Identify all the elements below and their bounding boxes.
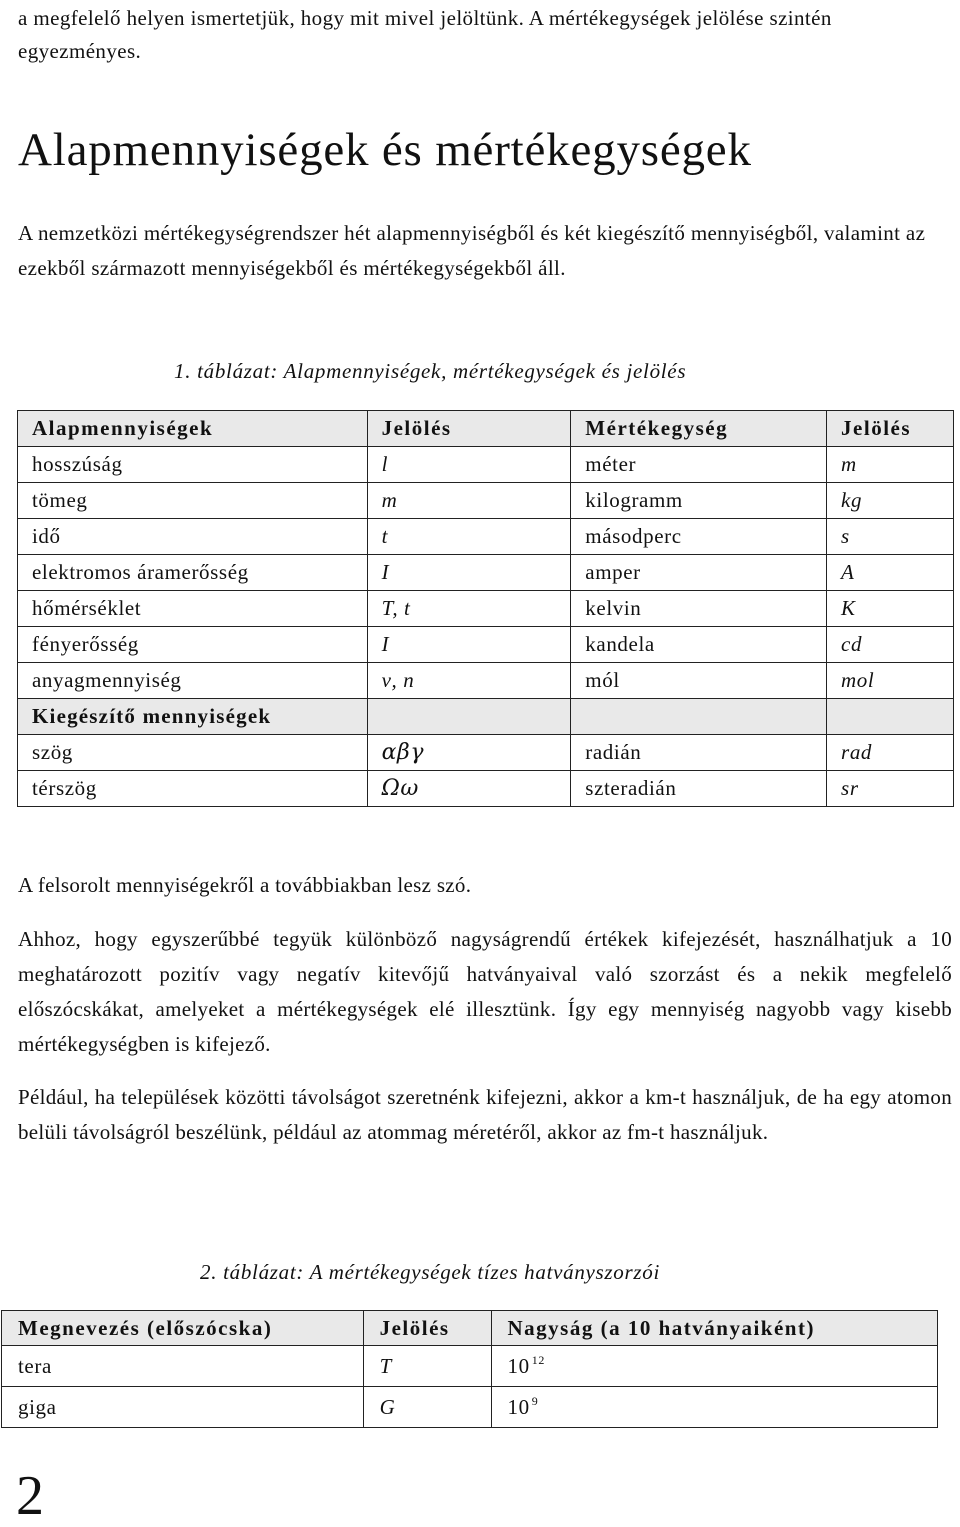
table-row	[18, 519, 954, 555]
unit-symbol-cell: rad	[827, 735, 954, 771]
quantity-cell: hőmérséklet	[18, 591, 368, 627]
table1-caption: 1. táblázat: Alapmennyiségek, mértékegységek és jelölés	[174, 359, 687, 383]
table-row	[2, 1346, 938, 1387]
magnitude-cell	[491, 1387, 937, 1428]
quantity-cell: elektromos áramerősség	[18, 555, 368, 591]
unit-cell: kelvin	[571, 591, 827, 627]
symbol-cell: ν, n	[367, 663, 571, 699]
header-unit-symbol: Jelölés	[827, 411, 954, 447]
symbol-cell: T, t	[367, 591, 571, 627]
symbol-cell: m	[367, 483, 571, 519]
table-row	[18, 771, 954, 807]
intro-paragraph: A nemzetközi mértékegységrendszer hét alapmennyiségből és két kiegészítő mennyiségből, valamint az ezekből származott mennyiségekből és mértékegységekből áll.	[18, 221, 926, 280]
unit-symbol-cell: K	[827, 591, 954, 627]
header-symbol: Jelölés	[363, 1311, 491, 1346]
empty-cell	[367, 699, 571, 735]
supplementary-header-row	[18, 699, 954, 735]
symbol-cell: αβγ	[367, 735, 571, 771]
table-row	[18, 483, 954, 519]
prefix-symbol-cell: T	[363, 1346, 491, 1387]
supplementary-header: Kiegészítő mennyiségek	[18, 699, 368, 735]
unit-cell: méter	[571, 447, 827, 483]
example-paragraph: Például, ha települések közötti távolságot szeretnénk kifejezni, akkor a km-t használjuk, de ha egy atomon belüli távolságról beszélünk, például az atommag méretéről, akkor az fm-t használjuk.	[18, 1085, 952, 1144]
section-heading: Alapmennyiségek és mértékegységek	[18, 124, 752, 176]
empty-cell	[571, 699, 827, 735]
unit-cell: amper	[571, 555, 827, 591]
table2-header-row	[2, 1311, 938, 1346]
unit-symbol-cell: kg	[827, 483, 954, 519]
unit-symbol-cell: sr	[827, 771, 954, 807]
unit-cell: kandela	[571, 627, 827, 663]
table1-header-row	[18, 411, 954, 447]
prefix-symbol-cell: G	[363, 1387, 491, 1428]
prefix-name-cell: giga	[2, 1387, 364, 1428]
header-unit: Mértékegység	[571, 411, 827, 447]
empty-cell	[827, 699, 954, 735]
magnitude-cell	[491, 1346, 937, 1387]
header-quantity: Alapmennyiségek	[18, 411, 368, 447]
quantity-cell: szög	[18, 735, 368, 771]
symbol-cell: l	[367, 447, 571, 483]
table-row	[18, 663, 954, 699]
prefix-table	[1, 1310, 938, 1428]
symbol-cell: t	[367, 519, 571, 555]
prefix-name-cell: tera	[2, 1346, 364, 1387]
header-symbol: Jelölés	[367, 411, 571, 447]
symbol-cell: I	[367, 555, 571, 591]
prefix-explanation-paragraph: Ahhoz, hogy egyszerűbbé tegyük különböző nagyságrendű értékek kifejezését, használhatjuk a 10 meghatározott pozitív vagy negatív kitevőjű hatványaival való szorzást és a nekik megfelelő előszócskákat, amelyeket a mértékegységek elé illesztünk. Így egy mennyiség nagyobb vagy kisebb mértékegységben is kifejező.	[18, 927, 952, 1056]
unit-cell: radián	[571, 735, 827, 771]
header-magnitude: Nagyság (a 10 hatványaiként)	[491, 1311, 937, 1346]
header-name: Megnevezés (előszócska)	[2, 1311, 364, 1346]
quantity-cell: fényerősség	[18, 627, 368, 663]
unit-symbol-cell: mol	[827, 663, 954, 699]
unit-cell: mól	[571, 663, 827, 699]
power-exponent: 9	[531, 1394, 539, 1408]
quantity-cell: tömeg	[18, 483, 368, 519]
unit-cell: szteradián	[571, 771, 827, 807]
table-row	[18, 447, 954, 483]
table-row	[18, 627, 954, 663]
symbol-cell: Ωω	[367, 771, 571, 807]
power-exponent: 12	[531, 1353, 545, 1367]
table-row	[2, 1387, 938, 1428]
table-row	[18, 555, 954, 591]
unit-symbol-cell: cd	[827, 627, 954, 663]
quantity-cell: idő	[18, 519, 368, 555]
power-base: 10	[507, 1395, 530, 1419]
intro-text: a megfelelő helyen ismertetjük, hogy mit mivel jelöltünk. A mértékegységek jelölése szintén egyezményes.	[18, 6, 832, 63]
unit-cell: másodperc	[571, 519, 827, 555]
page-number: 2	[16, 1465, 44, 1527]
symbol-cell: I	[367, 627, 571, 663]
quantity-cell: anyagmennyiség	[18, 663, 368, 699]
unit-symbol-cell: A	[827, 555, 954, 591]
power-base: 10	[507, 1354, 530, 1378]
unit-symbol-cell: s	[827, 519, 954, 555]
table-row	[18, 735, 954, 771]
base-quantities-table	[17, 410, 954, 807]
quantity-cell: hosszúság	[18, 447, 368, 483]
table2-caption: 2. táblázat: A mértékegységek tízes hatványszorzói	[200, 1260, 660, 1284]
table-row	[18, 591, 954, 627]
after-table-text: A felsorolt mennyiségekről a továbbiakban lesz szó.	[18, 873, 472, 897]
quantity-cell: térszög	[18, 771, 368, 807]
unit-cell: kilogramm	[571, 483, 827, 519]
unit-symbol-cell: m	[827, 447, 954, 483]
